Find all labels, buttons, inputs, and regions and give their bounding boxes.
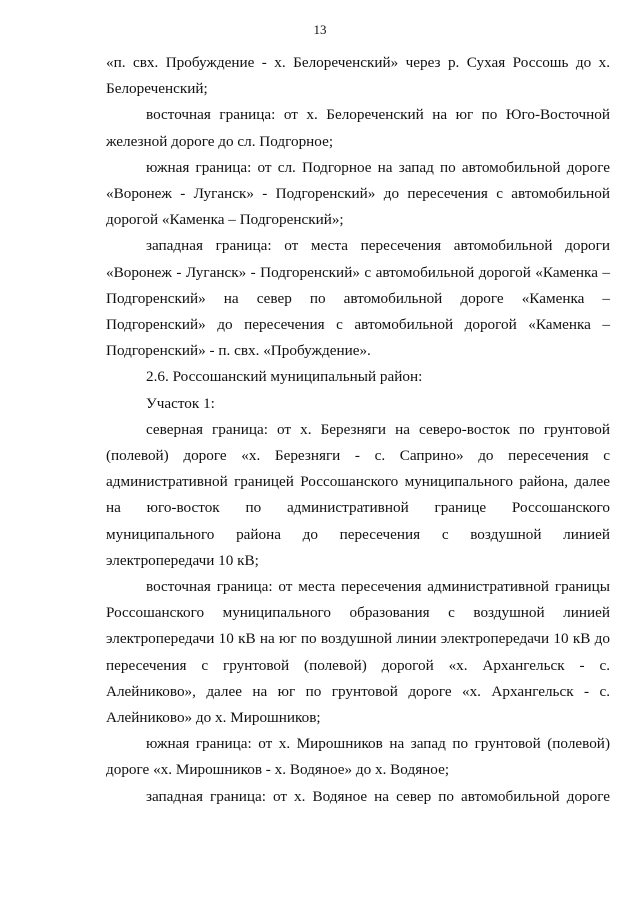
paragraph: «п. свх. Пробуждение - х. Белореченский» через р. Сухая Россошь до х. Белореченский; (106, 54, 610, 98)
paragraph-western-border-2: западная граница: от х. Водяное на север по автомобильной дороге (146, 787, 610, 805)
section-heading: 2.6. Россошанский муниципальный район: (146, 368, 423, 386)
page-number: 13 (313, 22, 327, 37)
paragraph-northern-border: северная граница: от х. Березняги на северо-восток по грунтовой (полевой) дороге «х. Березняги - с. Саприно» до пересечения с административной границей Россошанского муниципального района, далее на юго-восток по административной границе Россошанского муниципального района до пересечения с воздушной линией электропередачи 10 кВ; (106, 420, 610, 569)
paragraph-southern-border: южная граница: от сл. Подгорное на запад по автомобильной дороге «Воронеж - Луганск» - Подгоренский» до пересечения с автомобильной дорогой «Каменка – Подгоренский»; (106, 158, 610, 229)
subsection-heading: Участок 1: (146, 394, 215, 412)
paragraph-western-border: западная граница: от места пересечения автомобильной дороги «Воронеж - Луганск» - Подгоренский» с автомобильной дорогой «Каменка – Подгоренский» на север по автомобильной дороге «Каменка – Подгоренский» до пересечения с автомобильной дорогой «Каменка – Подгоренский» - п. свх. «Пробуждение». (106, 237, 610, 360)
paragraph-eastern-border: восточная граница: от х. Белореченский на юг по Юго-Восточной железной дороге до сл. Подгорное; (106, 106, 610, 150)
document-body (106, 50, 610, 810)
paragraph-southern-border-2: южная граница: от х. Мирошников на запад по грунтовой (полевой) дороге «х. Мирошников - х. Водяное» до х. Водяное; (106, 735, 610, 779)
paragraph-eastern-border-2: восточная граница: от места пересечения административной границы Россошанского муниципального образования с воздушной линией электропередачи 10 кВ на юг по воздушной линии электропередачи 10 кВ до пересечения с грунтовой (полевой) дорогой «х. Архангельск - с. Алейниково», далее на юг по грунтовой дороге «х. Архангельск - с. Алейниково» до х. Мирошников; (106, 578, 610, 727)
